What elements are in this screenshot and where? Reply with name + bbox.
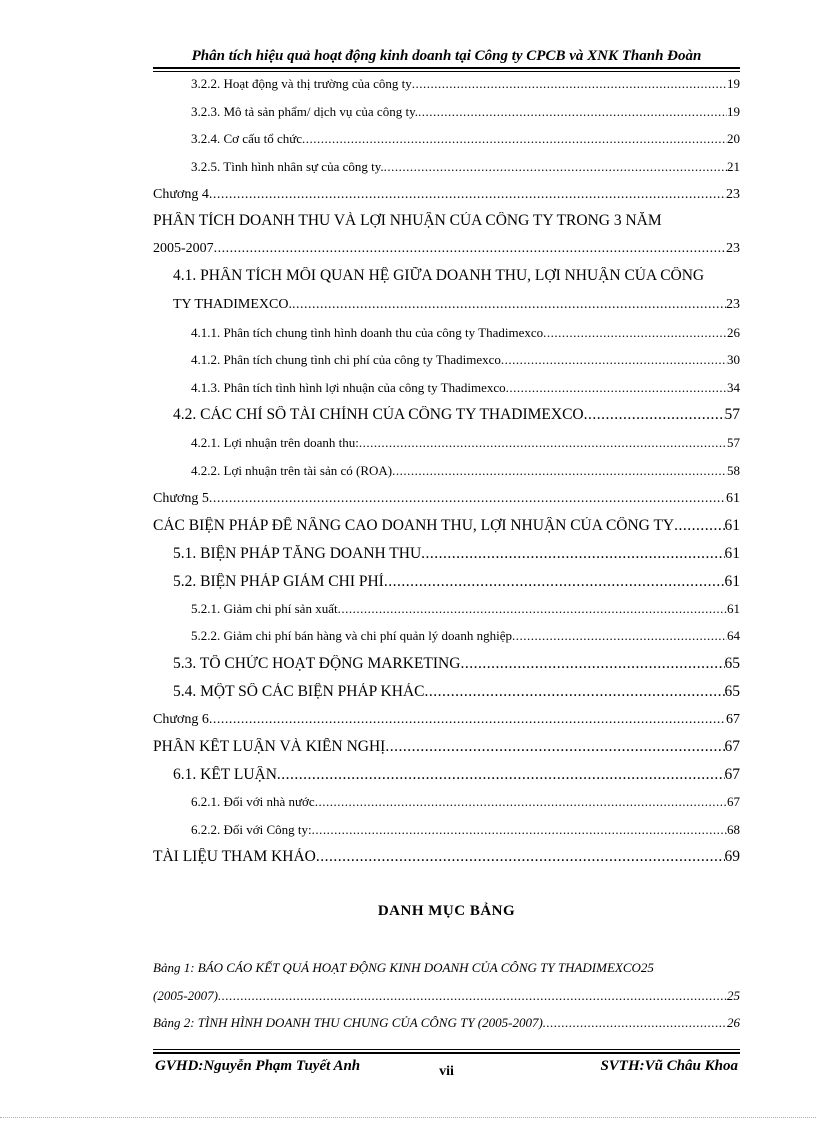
toc-entry-title: 6.1. KẾT LUẬN — [173, 766, 277, 783]
toc-entry-title: 5.4. MỘT SỐ CÁC BIỆN PHÁP KHÁC — [173, 683, 425, 700]
toc-leader-dots — [292, 297, 726, 313]
toc-entry-title: TÀI LIỆU THAM KHẢO — [153, 848, 316, 865]
toc-entry — [153, 683, 740, 701]
toc-entry-title: 3.2.4. Cơ cấu tổ chức — [191, 131, 303, 146]
toc-entry — [153, 794, 740, 810]
toc-leader-dots — [584, 406, 725, 424]
toc-entry-title: 4.2.1. Lợi nhuận trên doanh thu: — [191, 435, 359, 450]
toc-entry — [153, 212, 740, 230]
toc-leader-dots — [209, 712, 726, 728]
toc-entry-title: 5.1. BIỆN PHÁP TĂNG DOANH THU — [173, 545, 422, 562]
toc-entry-title: 4.1.3. Phân tích tình hình lợi nhuận của công ty Thadimexco — [191, 380, 506, 395]
toc-entry — [153, 297, 740, 313]
toc-entry — [153, 848, 740, 866]
toc-leader-dots — [512, 628, 727, 644]
table-list-entry — [153, 1015, 740, 1031]
toc-entry — [153, 159, 740, 175]
toc-leader-dots — [312, 822, 727, 838]
toc-entry-title: 5.2. BIỆN PHÁP GIẢM CHI PHÍ — [173, 573, 384, 590]
table-list-entry-title: Bảng 2: TÌNH HÌNH DOANH THU CHUNG CỦA CÔNG TY (2005-2007) — [153, 1015, 543, 1030]
toc-entry — [153, 628, 740, 644]
toc-leader-dots — [316, 848, 725, 866]
toc-entry-title: 5.2.2. Giảm chi phí bán hàng và chi phí quản lý doanh nghiệp — [191, 628, 512, 643]
toc-page-number: 64 — [727, 628, 740, 643]
toc-entry — [153, 463, 740, 479]
toc-leader-dots — [460, 655, 724, 673]
table-list-entry — [153, 960, 740, 976]
toc-page-number: 65 — [724, 683, 740, 700]
toc-entry-title: 3.2.5. Tình hình nhân sự của công ty. — [191, 159, 384, 174]
toc-entry-title: 4.1.2. Phân tích chung tình chi phí của công ty Thadimexco — [191, 352, 501, 367]
toc-page-number: 67 — [726, 712, 740, 727]
toc-leader-dots — [209, 491, 726, 507]
toc-entry — [153, 738, 740, 756]
toc-entry — [153, 601, 740, 617]
toc-leader-dots — [384, 573, 725, 591]
toc-entry-title: 6.2.2. Đối với Công ty: — [191, 822, 312, 837]
toc-entry-title: 4.2.2. Lợi nhuận trên tài sản có (ROA) — [191, 463, 393, 478]
toc-entry-title: Chương 6 — [153, 712, 209, 727]
toc-entry-title: PHẦN KẾT LUẬN VÀ KIẾN NGHỊ — [153, 738, 386, 755]
toc-leader-dots — [506, 380, 727, 396]
toc-page-number: 19 — [727, 76, 740, 91]
toc-page-number: 61 — [727, 601, 740, 616]
toc-entry — [153, 766, 740, 784]
toc-leader-dots — [214, 241, 726, 257]
toc-entry-title: 3.2.3. Mô tả sản phẩm/ dịch vụ của công ty. — [191, 104, 418, 119]
toc-leader-dots — [424, 683, 724, 701]
toc-page-number: 23 — [726, 297, 740, 312]
page-header — [153, 44, 740, 72]
toc-entry — [153, 380, 740, 396]
toc-page-number: 23 — [726, 241, 740, 256]
toc-leader-dots — [277, 766, 725, 784]
toc-entry — [153, 241, 740, 257]
toc-entry-title: 5.2.1. Giảm chi phí sản xuất — [191, 601, 338, 616]
toc-entry-title: 4.2. CÁC CHỈ SỐ TÀI CHÍNH CỦA CÔNG TY THADIMEXCO — [173, 406, 584, 423]
table-list-page-number: 26 — [727, 1015, 740, 1030]
header-rule-thin — [153, 71, 740, 72]
toc-entry — [153, 131, 740, 147]
toc-leader-dots — [338, 601, 727, 617]
toc-entry-title: 5.3. TỔ CHỨC HOẠT ĐỘNG MARKETING — [173, 655, 461, 672]
table-list-entry-title: Bảng 1: BÁO CÁO KẾT QUẢ HOẠT ĐỘNG KINH DOANH CỦA CÔNG TY THADIMEXCO25 — [153, 960, 654, 975]
toc-entry-title: Chương 5 — [153, 491, 209, 506]
toc-leader-dots — [418, 104, 727, 120]
toc-entry — [153, 573, 740, 591]
toc-leader-dots — [385, 738, 724, 756]
toc-leader-dots — [412, 76, 727, 92]
toc-entry — [153, 435, 740, 451]
footer-rule-thick — [153, 1052, 740, 1054]
page-footer — [153, 1046, 740, 1086]
toc-entry — [153, 712, 740, 728]
toc-leader-dots — [359, 435, 727, 451]
toc-entry-title: TY THADIMEXCO. — [173, 297, 292, 312]
toc-page-number: 30 — [727, 352, 740, 367]
toc-entry — [153, 352, 740, 368]
table-list-leader-dots — [543, 1015, 727, 1031]
header-rule-thick — [153, 67, 740, 69]
toc-page-number: 68 — [727, 822, 740, 837]
toc-entry-title: 4.1.1. Phân tích chung tình hình doanh thu của công ty Thadimexco — [191, 325, 544, 340]
toc-page-number: 58 — [727, 463, 740, 478]
footer-advisor: GVHD:Nguyễn Phạm Tuyết Anh — [155, 1058, 361, 1074]
toc-entry — [153, 545, 740, 563]
toc-entry — [153, 187, 740, 203]
page-edge-divider — [0, 1117, 816, 1118]
toc-page-number: 67 — [724, 738, 740, 755]
toc-entry — [153, 655, 740, 673]
toc-page-number: 69 — [724, 848, 740, 865]
toc-page-number: 34 — [727, 380, 740, 395]
footer-rule-thin — [153, 1049, 740, 1050]
toc-page-number: 61 — [724, 545, 740, 562]
toc-leader-dots — [384, 159, 727, 175]
toc-leader-dots — [302, 131, 727, 147]
toc-entry — [153, 491, 740, 507]
toc-page-number: 67 — [727, 794, 740, 809]
toc-entry-title: CÁC BIỆN PHÁP ĐỂ NÂNG CAO DOANH THU, LỢI NHUẬN CỦA CÔNG TY — [153, 517, 675, 534]
header-title: Phân tích hiệu quả hoạt động kinh doanh tại Công ty CPCB và XNK Thanh Đoàn — [191, 48, 702, 64]
toc-leader-dots — [392, 463, 727, 479]
toc-page-number: 20 — [727, 131, 740, 146]
toc-page-number: 65 — [724, 655, 740, 672]
toc-entry-title: 4.1. PHÂN TÍCH MỐI QUAN HỆ GIỮA DOANH THU, LỢI NHUẬN CỦA CÔNG — [173, 267, 705, 284]
toc-page-number: 21 — [727, 159, 740, 174]
table-list-page-number: 25 — [727, 988, 740, 1003]
toc-entry — [153, 406, 740, 424]
toc-page-number: 26 — [727, 325, 740, 340]
toc-leader-dots — [501, 352, 727, 368]
toc-entry — [153, 325, 740, 341]
footer-student: SVTH:Vũ Châu Khoa — [600, 1058, 738, 1074]
toc-leader-dots — [674, 517, 724, 535]
page-number: vii — [439, 1064, 454, 1079]
table-list-entry-title: (2005-2007) — [153, 988, 218, 1003]
toc-entry-title: 3.2.2. Hoạt động và thị trường của công ty — [191, 76, 412, 91]
toc-entry — [153, 267, 740, 285]
tables-heading: DANH MỤC BẢNG — [377, 903, 516, 919]
table-list-leader-dots — [218, 988, 727, 1004]
toc-page-number: 61 — [724, 517, 740, 534]
toc-entry-title: PHÂN TÍCH DOANH THU VÀ LỢI NHUẬN CỦA CÔNG TY TRONG 3 NĂM — [153, 212, 662, 229]
toc-page-number: 61 — [726, 491, 740, 506]
toc-page-number: 23 — [726, 187, 740, 202]
toc-entry-title: 6.2.1. Đối với nhà nước — [191, 794, 315, 809]
toc-entry — [153, 104, 740, 120]
toc-page-number: 67 — [724, 766, 740, 783]
toc-page-number: 57 — [724, 406, 740, 423]
toc-leader-dots — [209, 187, 726, 203]
toc-page-number: 19 — [727, 104, 740, 119]
toc-leader-dots — [421, 545, 724, 563]
toc-entry-title: 2005-2007 — [153, 241, 214, 256]
toc-entry — [153, 517, 740, 535]
toc-entry — [153, 76, 740, 92]
toc-page-number: 57 — [727, 435, 740, 450]
toc-page-number: 61 — [724, 573, 740, 590]
toc-entry — [153, 822, 740, 838]
toc-leader-dots — [315, 794, 727, 810]
toc-leader-dots — [543, 325, 727, 341]
toc-entry-title: Chương 4 — [153, 187, 209, 202]
table-list-entry — [153, 988, 740, 1004]
